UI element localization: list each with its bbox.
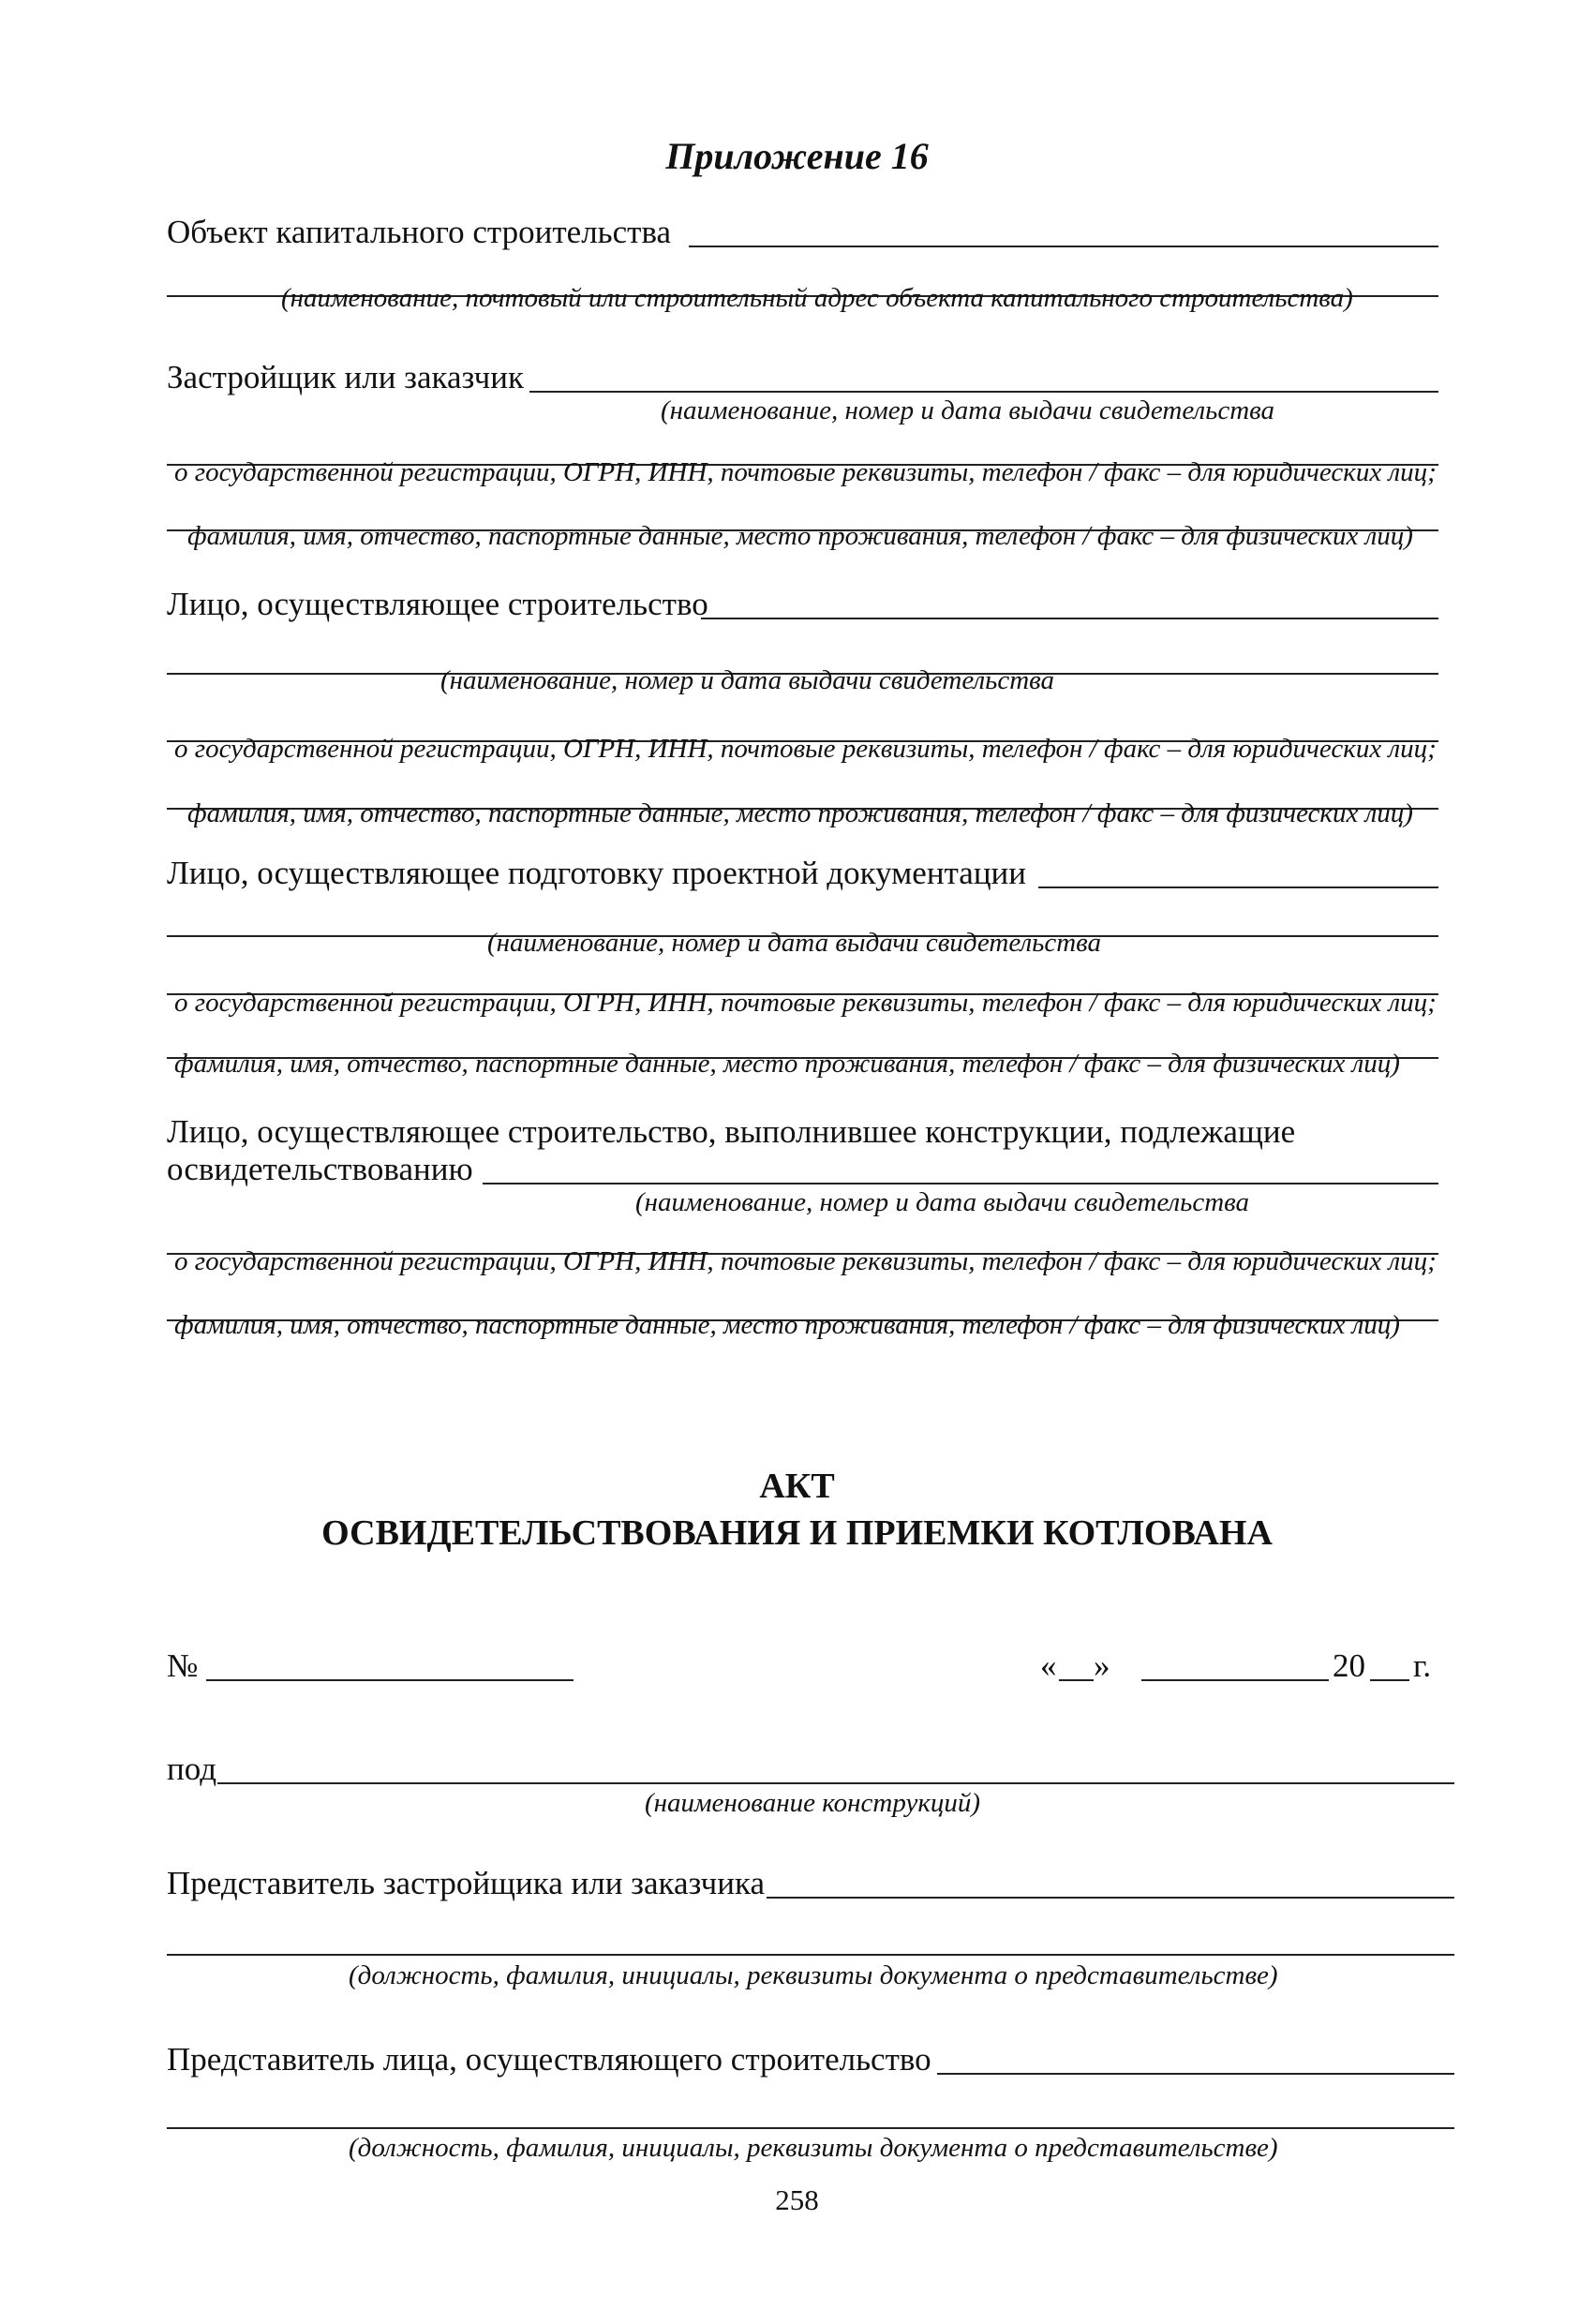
rep-builder-field-2[interactable] [167, 2127, 1454, 2129]
designer-caption-3: фамилия, имя, отчество, паспортные данные, место проживания, телефон / факс – для физических лиц) [174, 1049, 1400, 1079]
developer-field[interactable] [529, 391, 1438, 393]
designer-label: Лицо, осуществляющее подготовку проектной документации [167, 855, 1027, 891]
rep-builder-caption: (должность, фамилия, инициалы, реквизиты документа о представительстве) [349, 2133, 1278, 2163]
act-title: АКТ [759, 1467, 835, 1506]
date-close-quote: » [1094, 1647, 1110, 1684]
date-year-prefix: 20 [1333, 1647, 1365, 1684]
developer-caption-1: (наименование, номер и дата выдачи свидетельства [661, 395, 1275, 425]
rep-builder-label: Представитель лица, осуществляющего строительство [167, 2041, 931, 2078]
under-field[interactable] [217, 1782, 1454, 1784]
designer-field[interactable] [1038, 886, 1438, 888]
developer-label: Застройщик или заказчик [167, 359, 525, 395]
developer-caption-2: о государственной регистрации, ОГРН, ИНН, почтовые реквизиты, телефон / факс – для юридических лиц; [174, 457, 1437, 487]
object-field[interactable] [689, 246, 1438, 247]
act-number-label: № [167, 1647, 199, 1684]
date-year-suffix: г. [1413, 1647, 1432, 1684]
rep-developer-field[interactable] [767, 1897, 1454, 1899]
appendix-title: Приложение 16 [665, 135, 929, 177]
performer-caption-2: о государственной регистрации, ОГРН, ИНН, почтовые реквизиты, телефон / факс – для юридических лиц; [174, 1246, 1437, 1276]
date-year-field[interactable] [1370, 1679, 1409, 1681]
performer-field[interactable] [483, 1183, 1438, 1184]
object-label: Объект капитального строительства [167, 214, 672, 250]
rep-developer-label: Представитель застройщика или заказчика [167, 1865, 766, 1901]
under-label: под [167, 1750, 217, 1787]
performer-caption-1: (наименование, номер и дата выдачи свидетельства [635, 1187, 1250, 1217]
date-day-field[interactable] [1059, 1679, 1094, 1681]
rep-builder-field[interactable] [937, 2073, 1454, 2075]
date-month-field[interactable] [1141, 1679, 1329, 1681]
page-number: 258 [775, 2183, 819, 2216]
act-number-field[interactable] [206, 1679, 574, 1681]
designer-caption-1: (наименование, номер и дата выдачи свидетельства [487, 928, 1102, 958]
act-subtitle: ОСВИДЕТЕЛЬСТВОВАНИЯ И ПРИЕМКИ КОТЛОВАНА [321, 1513, 1273, 1553]
performer-label-1: Лицо, осуществляющее строительство, выполнившее конструкции, подлежащие [167, 1113, 1296, 1150]
performer-label-2: освидетельствованию [167, 1151, 473, 1187]
developer-caption-3: фамилия, имя, отчество, паспортные данные, место проживания, телефон / факс – для физических лиц) [187, 521, 1413, 551]
object-caption: (наименование, почтовый или строительный адрес объекта капитального строительства) [281, 283, 1353, 313]
performer-caption-3: фамилия, имя, отчество, паспортные данные, место проживания, телефон / факс – для физических лиц) [174, 1310, 1400, 1340]
under-caption: (наименование конструкций) [645, 1788, 981, 1818]
rep-developer-caption: (должность, фамилия, инициалы, реквизиты документа о представительстве) [349, 1960, 1278, 1990]
rep-developer-field-2[interactable] [167, 1954, 1454, 1956]
builder-label: Лицо, осуществляющее строительство [167, 586, 708, 622]
date-open-quote: « [1040, 1647, 1057, 1684]
builder-caption-3: фамилия, имя, отчество, паспортные данные, место проживания, телефон / факс – для физических лиц) [187, 798, 1413, 828]
builder-caption-2: о государственной регистрации, ОГРН, ИНН, почтовые реквизиты, телефон / факс – для юридических лиц; [174, 734, 1437, 764]
builder-field[interactable] [701, 618, 1438, 619]
designer-caption-2: о государственной регистрации, ОГРН, ИНН, почтовые реквизиты, телефон / факс – для юридических лиц; [174, 988, 1437, 1018]
builder-caption-1: (наименование, номер и дата выдачи свидетельства [440, 665, 1055, 695]
